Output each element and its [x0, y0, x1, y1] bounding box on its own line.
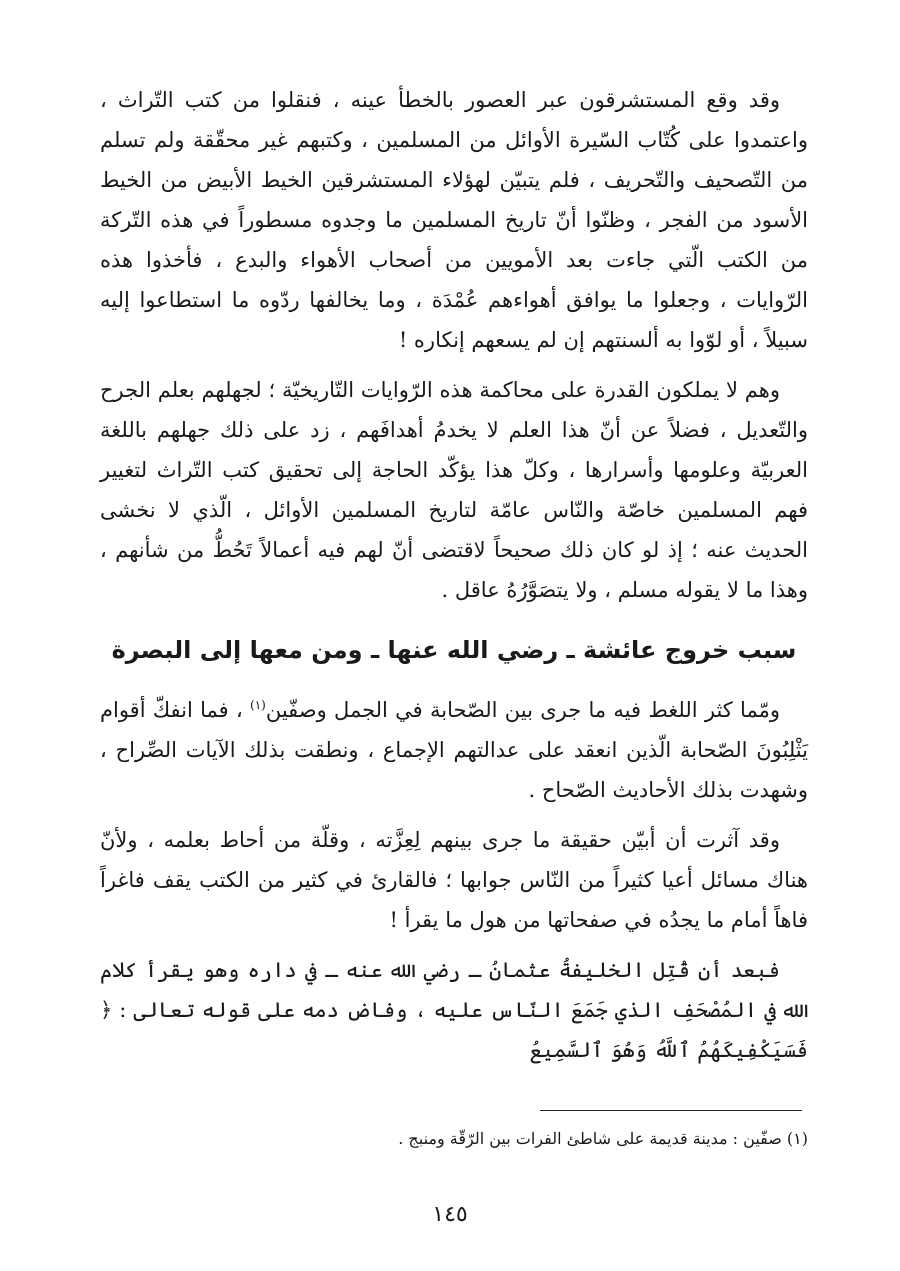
paragraph-jamal-siffin-rest: ، فما انفكّ أقوام يَثْلِبُونَ الصّحابة الّذين انعقد على عدالتهم الإجماع ، ونطقت بذلك الآيات الصِّراح ، وشهدت بذلك الأحاديث الصّحاح . [100, 698, 808, 802]
section-heading: سبب خروج عائشة ـ رضي الله عنها ـ ومن معها إلى البصرة [111, 636, 797, 664]
paragraph-orientalists: وقد وقع المستشرقون عبر العصور بالخطأ عينه ، فنقلوا من كتب التّراث ، واعتمدوا على كُتّاب السّيرة الأوائل من المسلمين ، وكتبهم غير محقّقة ولم تسلم من التّصحيف والتّحريف ، فلم يتبيّن لهؤلاء المستشرقين الخيط الأبيض من الخيط الأسود من الفجر ، وظنّوا أنّ تاريخ المسلمين ما وجدوه مسطوراً في هذه التّركة من الكتب الّتي جاءت بعد الأمويين من أصحاب الأهواء والبدع ، فأخذوا هذه الرّوايات ، وجعلوا ما يوافق أهواءهم عُمْدَة ، وما يخالفها ردّوه ما استطاعوا إليه سبيلاً ، أو لوّوا به ألسنتهم إن لم يسعهم إنكاره ! [100, 88, 809, 352]
paragraph-jamal-siffin [100, 690, 808, 810]
paragraph-uthman: فبعد أن قُتِل الخليفةُ عثمانُ ـ رضي الله عنه ـ في داره وهو يقرأ كلام الله في المُصْحَفِ الذي جَمَعَ النّاس عليه ، وفاض دمه على قوله تعالى : ﴿ فَسَيَكْفِيكَهُمُ ٱللَّهُ وَهُوَ ٱلسَّمِيعُ [100, 958, 808, 1062]
page-number: ١٤٥ [432, 1202, 468, 1227]
paragraph-jamal-siffin-text: ومّما كثر اللغط فيه ما جرى بين الصّحابة في الجمل وصفّين [265, 698, 780, 722]
paragraph-historical-narrations: وهم لا يملكون القدرة على محاكمة هذه الرّوايات التّاريخيّة ؛ لجهلهم بعلم الجرح والتّعديل ، فضلاً عن أنّ هذا العلم لا يخدمُ أهدافَهم ، زد على ذلك جهلهم باللغة العربيّة وعلومها وأسرارها ، وكلّ هذا يؤكّد الحاجة إلى تحقيق كتب التّراث لتغيير فهم المسلمين خاصّة والنّاس عامّة لتاريخ المسلمين الأوائل ، الّذي لا نخشى الحديث عنه ؛ إذ لو كان ذلك صحيحاً لاقتضى أنّ لهم فيه أعمالاً تَحُطُّ من شأنهم ، وهذا ما لا يقوله مسلم ، ولا يتصَوَّرُهُ عاقل . [100, 378, 808, 602]
body-text-top [100, 80, 808, 610]
footnote: (١) صفّين : مدينة قديمة على شاطئ الفرات بين الرّقّة ومنبج . [398, 1129, 808, 1148]
footnote-separator [540, 1110, 802, 1111]
footnote-reference[interactable]: (١) [250, 698, 266, 712]
paragraph-author-intent: وقد آثرت أن أبيّن حقيقة ما جرى بينهم لِعِزَّته ، وقلّة من أحاط بعلمه ، ولأنّ هناك مسائل أعيا كثيراً من النّاس جوابها ؛ فالقارئ في كثير من الكتب يقف فاغراً فاهاً أمام ما يجدُه في صفحاتها من هول ما يقرأ ! [100, 828, 808, 932]
body-text-bottom [100, 690, 808, 1070]
